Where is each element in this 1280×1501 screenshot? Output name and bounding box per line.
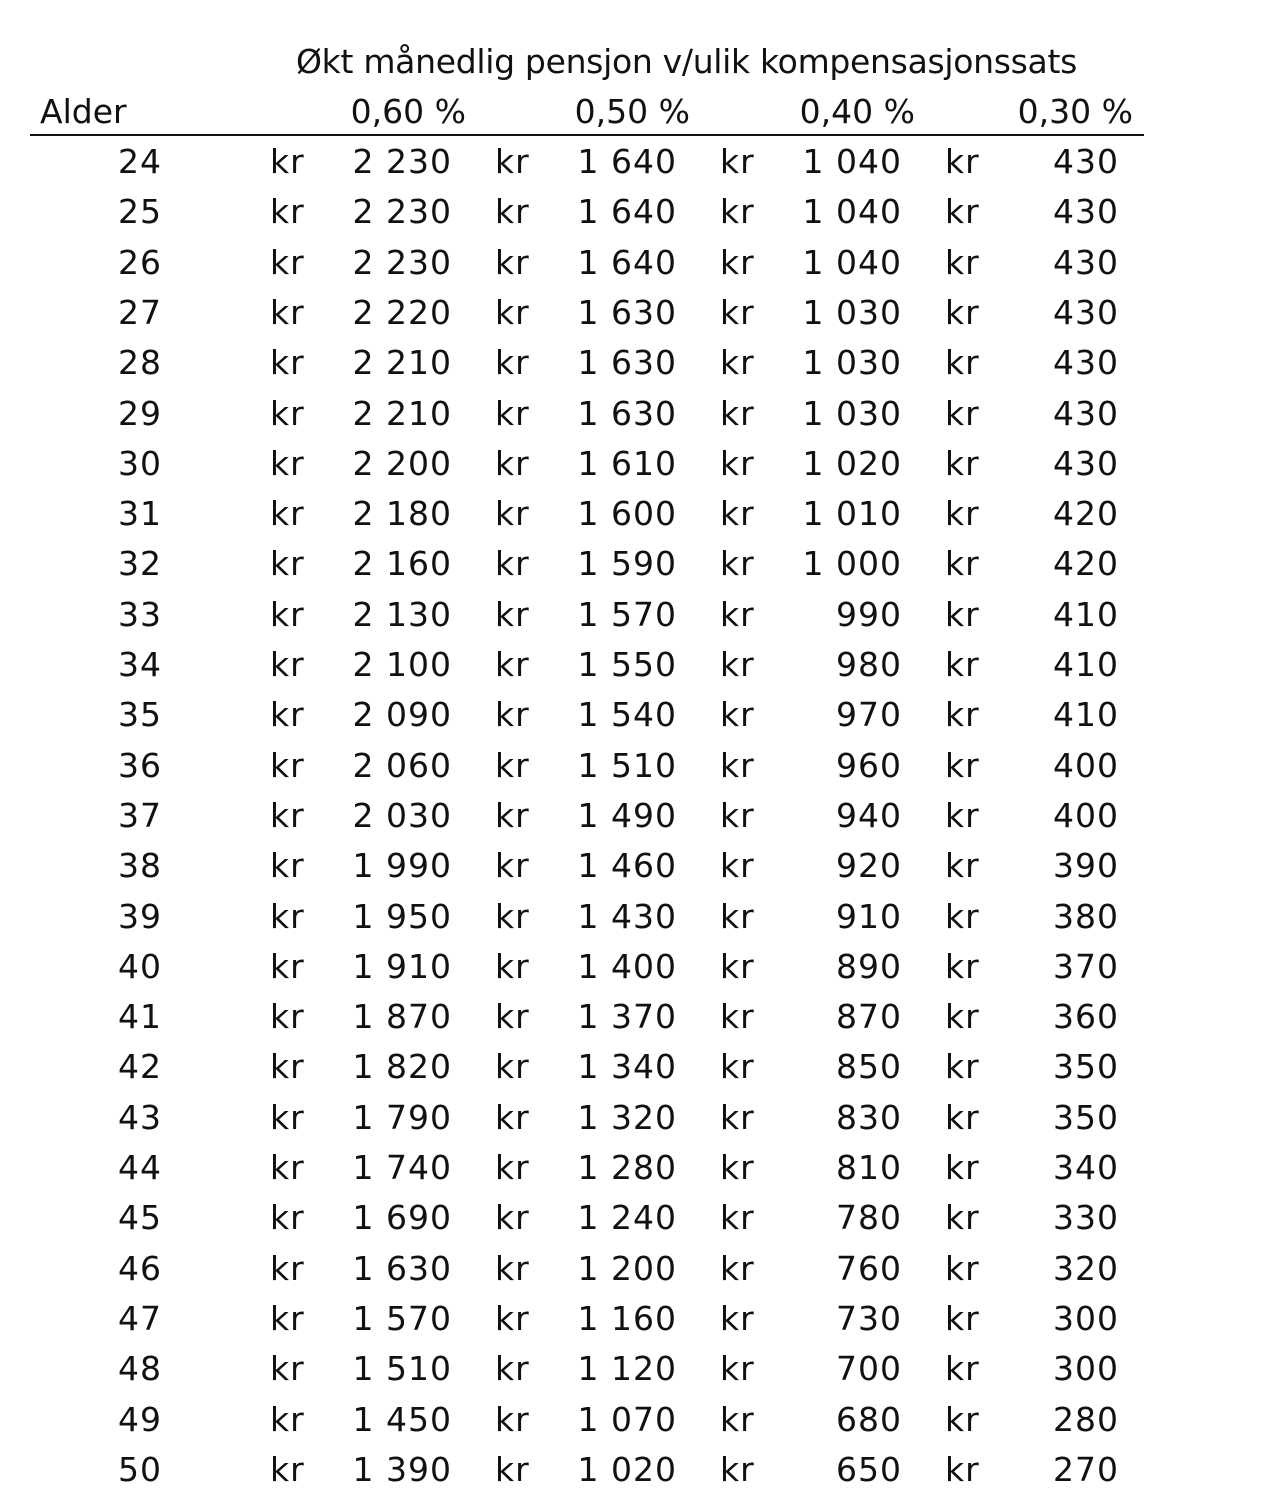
currency-label: kr	[720, 1047, 755, 1087]
currency-label: kr	[495, 242, 530, 282]
currency-label: kr	[495, 292, 530, 332]
currency-label: kr	[270, 1248, 305, 1288]
currency-label: kr	[720, 594, 755, 634]
currency-label: kr	[720, 695, 755, 735]
amount-cell: 960	[836, 745, 902, 785]
amount-cell: 1 610	[577, 443, 677, 483]
amount-cell: 1 690	[352, 1198, 452, 1238]
currency-label: kr	[495, 494, 530, 534]
currency-label: kr	[945, 594, 980, 634]
age-cell: 31	[118, 494, 162, 534]
currency-label: kr	[720, 443, 755, 483]
currency-label: kr	[945, 443, 980, 483]
amount-cell: 890	[836, 946, 902, 986]
currency-label: kr	[720, 242, 755, 282]
age-cell: 29	[118, 393, 162, 433]
amount-cell: 2 100	[352, 645, 452, 684]
amount-cell: 1 070	[577, 1399, 677, 1439]
currency-label: kr	[495, 1449, 530, 1489]
table-row	[0, 389, 1280, 439]
currency-label: kr	[270, 594, 305, 634]
currency-label: kr	[945, 1248, 980, 1288]
currency-label: kr	[270, 1198, 305, 1238]
age-cell: 35	[118, 695, 162, 735]
amount-cell: 1 370	[577, 997, 677, 1037]
table-row	[0, 1344, 1280, 1394]
age-cell: 38	[118, 846, 162, 886]
amount-cell: 1 630	[577, 343, 677, 383]
currency-label: kr	[270, 745, 305, 785]
age-cell: 33	[118, 594, 162, 634]
currency-label: kr	[945, 1148, 980, 1187]
table-caption: Økt månedlig pensjon v/ulik kompensasjonssats	[296, 42, 1077, 81]
amount-cell: 1 120	[577, 1349, 677, 1389]
currency-label: kr	[945, 1047, 980, 1087]
amount-cell: 300	[1053, 1349, 1119, 1389]
amount-cell: 430	[1053, 142, 1119, 181]
table-row	[0, 1294, 1280, 1344]
amount-cell: 1 600	[577, 494, 677, 534]
amount-cell: 1 630	[577, 292, 677, 332]
amount-cell: 1 510	[577, 745, 677, 785]
currency-label: kr	[495, 896, 530, 936]
amount-cell: 1 010	[802, 494, 902, 534]
rate-header-0-40: 0,40 %	[799, 92, 915, 131]
currency-label: kr	[945, 1399, 980, 1439]
amount-cell: 430	[1053, 343, 1119, 383]
currency-label: kr	[720, 1449, 755, 1489]
table-row	[0, 539, 1280, 589]
currency-label: kr	[720, 393, 755, 433]
currency-label: kr	[270, 142, 305, 181]
age-cell: 39	[118, 896, 162, 936]
currency-label: kr	[270, 192, 305, 232]
table-row	[0, 841, 1280, 891]
amount-cell: 1 390	[352, 1449, 452, 1489]
currency-label: kr	[945, 1298, 980, 1338]
amount-cell: 1 640	[577, 192, 677, 232]
age-cell: 28	[118, 343, 162, 383]
amount-cell: 1 510	[352, 1349, 452, 1389]
age-cell: 50	[118, 1449, 162, 1489]
currency-label: kr	[495, 1148, 530, 1187]
amount-cell: 1 160	[577, 1298, 677, 1338]
currency-label: kr	[945, 242, 980, 282]
currency-label: kr	[270, 292, 305, 332]
table-row	[0, 1093, 1280, 1143]
amount-cell: 2 230	[352, 192, 452, 232]
currency-label: kr	[720, 1399, 755, 1439]
currency-label: kr	[495, 1349, 530, 1389]
currency-label: kr	[945, 946, 980, 986]
amount-cell: 430	[1053, 192, 1119, 232]
amount-cell: 1 570	[352, 1298, 452, 1338]
table-row	[0, 187, 1280, 237]
currency-label: kr	[945, 494, 980, 534]
currency-label: kr	[495, 393, 530, 433]
currency-label: kr	[720, 494, 755, 534]
amount-cell: 1 040	[802, 192, 902, 232]
amount-cell: 1 460	[577, 846, 677, 886]
currency-label: kr	[495, 997, 530, 1037]
currency-label: kr	[270, 846, 305, 886]
currency-label: kr	[945, 846, 980, 886]
currency-label: kr	[945, 645, 980, 684]
amount-cell: 1 340	[577, 1047, 677, 1087]
amount-cell: 350	[1053, 1097, 1119, 1137]
amount-cell: 870	[836, 997, 902, 1037]
amount-cell: 980	[836, 645, 902, 684]
amount-cell: 400	[1053, 745, 1119, 785]
currency-label: kr	[720, 896, 755, 936]
currency-label: kr	[720, 1148, 755, 1187]
amount-cell: 1 450	[352, 1399, 452, 1439]
amount-cell: 430	[1053, 443, 1119, 483]
amount-cell: 340	[1053, 1148, 1119, 1187]
rate-header-0-50: 0,50 %	[574, 92, 690, 131]
amount-cell: 1 550	[577, 645, 677, 684]
amount-cell: 730	[836, 1298, 902, 1338]
currency-label: kr	[720, 1349, 755, 1389]
age-cell: 37	[118, 795, 162, 835]
currency-label: kr	[270, 1047, 305, 1087]
currency-label: kr	[270, 1349, 305, 1389]
amount-cell: 1 630	[352, 1248, 452, 1288]
age-cell: 30	[118, 443, 162, 483]
amount-cell: 1 280	[577, 1148, 677, 1187]
amount-cell: 400	[1053, 795, 1119, 835]
amount-cell: 1 590	[577, 544, 677, 584]
amount-cell: 2 230	[352, 242, 452, 282]
currency-label: kr	[720, 544, 755, 584]
table-row	[0, 892, 1280, 942]
amount-cell: 370	[1053, 946, 1119, 986]
amount-cell: 650	[836, 1449, 902, 1489]
currency-label: kr	[945, 1097, 980, 1137]
amount-cell: 2 180	[352, 494, 452, 534]
amount-cell: 1 640	[577, 242, 677, 282]
amount-cell: 350	[1053, 1047, 1119, 1087]
amount-cell: 1 490	[577, 795, 677, 835]
amount-cell: 430	[1053, 242, 1119, 282]
amount-cell: 390	[1053, 846, 1119, 886]
table-row	[0, 238, 1280, 288]
table-row	[0, 1244, 1280, 1294]
rate-header-0-60: 0,60 %	[350, 92, 466, 131]
amount-cell: 380	[1053, 896, 1119, 936]
currency-label: kr	[495, 1399, 530, 1439]
currency-label: kr	[270, 645, 305, 684]
amount-cell: 1 020	[577, 1449, 677, 1489]
currency-label: kr	[495, 946, 530, 986]
age-cell: 44	[118, 1148, 162, 1187]
currency-label: kr	[945, 1449, 980, 1489]
currency-label: kr	[945, 192, 980, 232]
table-row	[0, 1445, 1280, 1495]
amount-cell: 1 030	[802, 343, 902, 383]
age-cell: 40	[118, 946, 162, 986]
currency-label: kr	[495, 443, 530, 483]
currency-label: kr	[495, 142, 530, 181]
currency-label: kr	[270, 795, 305, 835]
currency-label: kr	[720, 1298, 755, 1338]
currency-label: kr	[270, 242, 305, 282]
currency-label: kr	[495, 1198, 530, 1238]
currency-label: kr	[945, 896, 980, 936]
age-cell: 41	[118, 997, 162, 1037]
table-row	[0, 338, 1280, 388]
currency-label: kr	[270, 695, 305, 735]
amount-cell: 330	[1053, 1198, 1119, 1238]
amount-cell: 850	[836, 1047, 902, 1087]
currency-label: kr	[495, 544, 530, 584]
amount-cell: 1 040	[802, 242, 902, 282]
currency-label: kr	[720, 142, 755, 181]
amount-cell: 1 540	[577, 695, 677, 735]
table-row	[0, 791, 1280, 841]
currency-label: kr	[270, 896, 305, 936]
amount-cell: 1 430	[577, 896, 677, 936]
table-row	[0, 1143, 1280, 1193]
currency-label: kr	[720, 192, 755, 232]
amount-cell: 1 240	[577, 1198, 677, 1238]
amount-cell: 1 020	[802, 443, 902, 483]
currency-label: kr	[945, 997, 980, 1037]
amount-cell: 410	[1053, 645, 1119, 684]
amount-cell: 430	[1053, 292, 1119, 332]
table-row	[0, 1395, 1280, 1445]
currency-label: kr	[270, 1399, 305, 1439]
rate-header-0-30: 0,30 %	[1017, 92, 1133, 131]
amount-cell: 1 910	[352, 946, 452, 986]
currency-label: kr	[720, 645, 755, 684]
amount-cell: 2 210	[352, 393, 452, 433]
currency-label: kr	[495, 745, 530, 785]
currency-label: kr	[270, 443, 305, 483]
amount-cell: 2 160	[352, 544, 452, 584]
age-cell: 47	[118, 1298, 162, 1338]
amount-cell: 360	[1053, 997, 1119, 1037]
amount-cell: 680	[836, 1399, 902, 1439]
currency-label: kr	[495, 343, 530, 383]
currency-label: kr	[495, 1097, 530, 1137]
table-row	[0, 1193, 1280, 1243]
currency-label: kr	[945, 142, 980, 181]
amount-cell: 2 200	[352, 443, 452, 483]
table-row	[0, 942, 1280, 992]
age-cell: 34	[118, 645, 162, 684]
age-cell: 25	[118, 192, 162, 232]
currency-label: kr	[270, 1148, 305, 1187]
age-cell: 46	[118, 1248, 162, 1288]
table-row	[0, 1042, 1280, 1092]
amount-cell: 2 090	[352, 695, 452, 735]
currency-label: kr	[495, 1047, 530, 1087]
currency-label: kr	[495, 695, 530, 735]
amount-cell: 700	[836, 1349, 902, 1389]
amount-cell: 1 640	[577, 142, 677, 181]
age-cell: 26	[118, 242, 162, 282]
table-row	[0, 741, 1280, 791]
amount-cell: 990	[836, 594, 902, 634]
amount-cell: 760	[836, 1248, 902, 1288]
currency-label: kr	[270, 544, 305, 584]
amount-cell: 830	[836, 1097, 902, 1137]
amount-cell: 420	[1053, 494, 1119, 534]
currency-label: kr	[270, 393, 305, 433]
amount-cell: 1 570	[577, 594, 677, 634]
amount-cell: 1 990	[352, 846, 452, 886]
amount-cell: 1 400	[577, 946, 677, 986]
currency-label: kr	[720, 997, 755, 1037]
amount-cell: 420	[1053, 544, 1119, 584]
currency-label: kr	[270, 997, 305, 1037]
currency-label: kr	[945, 544, 980, 584]
currency-label: kr	[945, 745, 980, 785]
age-cell: 48	[118, 1349, 162, 1389]
currency-label: kr	[720, 946, 755, 986]
currency-label: kr	[945, 292, 980, 332]
amount-cell: 970	[836, 695, 902, 735]
amount-cell: 270	[1053, 1449, 1119, 1489]
table-row	[0, 640, 1280, 690]
amount-cell: 780	[836, 1198, 902, 1238]
age-cell: 27	[118, 292, 162, 332]
amount-cell: 810	[836, 1148, 902, 1187]
amount-cell: 1 870	[352, 997, 452, 1037]
currency-label: kr	[495, 846, 530, 886]
currency-label: kr	[720, 795, 755, 835]
currency-label: kr	[270, 1097, 305, 1137]
amount-cell: 910	[836, 896, 902, 936]
currency-label: kr	[945, 343, 980, 383]
table-row	[0, 590, 1280, 640]
amount-cell: 1 320	[577, 1097, 677, 1137]
amount-cell: 2 220	[352, 292, 452, 332]
currency-label: kr	[720, 343, 755, 383]
currency-label: kr	[720, 745, 755, 785]
table-row	[0, 288, 1280, 338]
table-row	[0, 489, 1280, 539]
currency-label: kr	[270, 1449, 305, 1489]
amount-cell: 2 030	[352, 795, 452, 835]
currency-label: kr	[495, 594, 530, 634]
currency-label: kr	[270, 494, 305, 534]
amount-cell: 430	[1053, 393, 1119, 433]
age-column-header: Alder	[40, 92, 127, 131]
amount-cell: 1 200	[577, 1248, 677, 1288]
table-row	[0, 690, 1280, 740]
amount-cell: 1 790	[352, 1097, 452, 1137]
age-cell: 49	[118, 1399, 162, 1439]
currency-label: kr	[495, 645, 530, 684]
currency-label: kr	[495, 1298, 530, 1338]
currency-label: kr	[270, 343, 305, 383]
amount-cell: 1 000	[802, 544, 902, 584]
amount-cell: 1 030	[802, 393, 902, 433]
age-cell: 32	[118, 544, 162, 584]
age-cell: 43	[118, 1097, 162, 1137]
amount-cell: 1 040	[802, 142, 902, 181]
currency-label: kr	[720, 846, 755, 886]
currency-label: kr	[945, 1349, 980, 1389]
amount-cell: 280	[1053, 1399, 1119, 1439]
amount-cell: 2 130	[352, 594, 452, 634]
age-cell: 45	[118, 1198, 162, 1238]
currency-label: kr	[270, 1298, 305, 1338]
header-divider	[30, 134, 1144, 136]
amount-cell: 1 630	[577, 393, 677, 433]
currency-label: kr	[720, 292, 755, 332]
amount-cell: 1 950	[352, 896, 452, 936]
age-cell: 42	[118, 1047, 162, 1087]
currency-label: kr	[495, 192, 530, 232]
amount-cell: 2 210	[352, 343, 452, 383]
table-row	[0, 992, 1280, 1042]
age-cell: 24	[118, 142, 162, 181]
currency-label: kr	[495, 1248, 530, 1288]
amount-cell: 1 820	[352, 1047, 452, 1087]
amount-cell: 410	[1053, 594, 1119, 634]
amount-cell: 940	[836, 795, 902, 835]
currency-label: kr	[945, 1198, 980, 1238]
currency-label: kr	[720, 1097, 755, 1137]
amount-cell: 300	[1053, 1298, 1119, 1338]
currency-label: kr	[495, 795, 530, 835]
currency-label: kr	[720, 1248, 755, 1288]
table-row	[0, 137, 1280, 187]
currency-label: kr	[945, 695, 980, 735]
table-row	[0, 439, 1280, 489]
amount-cell: 320	[1053, 1248, 1119, 1288]
currency-label: kr	[270, 946, 305, 986]
amount-cell: 410	[1053, 695, 1119, 735]
age-cell: 36	[118, 745, 162, 785]
amount-cell: 1 030	[802, 292, 902, 332]
amount-cell: 1 740	[352, 1148, 452, 1187]
currency-label: kr	[945, 795, 980, 835]
currency-label: kr	[720, 1198, 755, 1238]
amount-cell: 2 060	[352, 745, 452, 785]
currency-label: kr	[945, 393, 980, 433]
amount-cell: 920	[836, 846, 902, 886]
amount-cell: 2 230	[352, 142, 452, 181]
